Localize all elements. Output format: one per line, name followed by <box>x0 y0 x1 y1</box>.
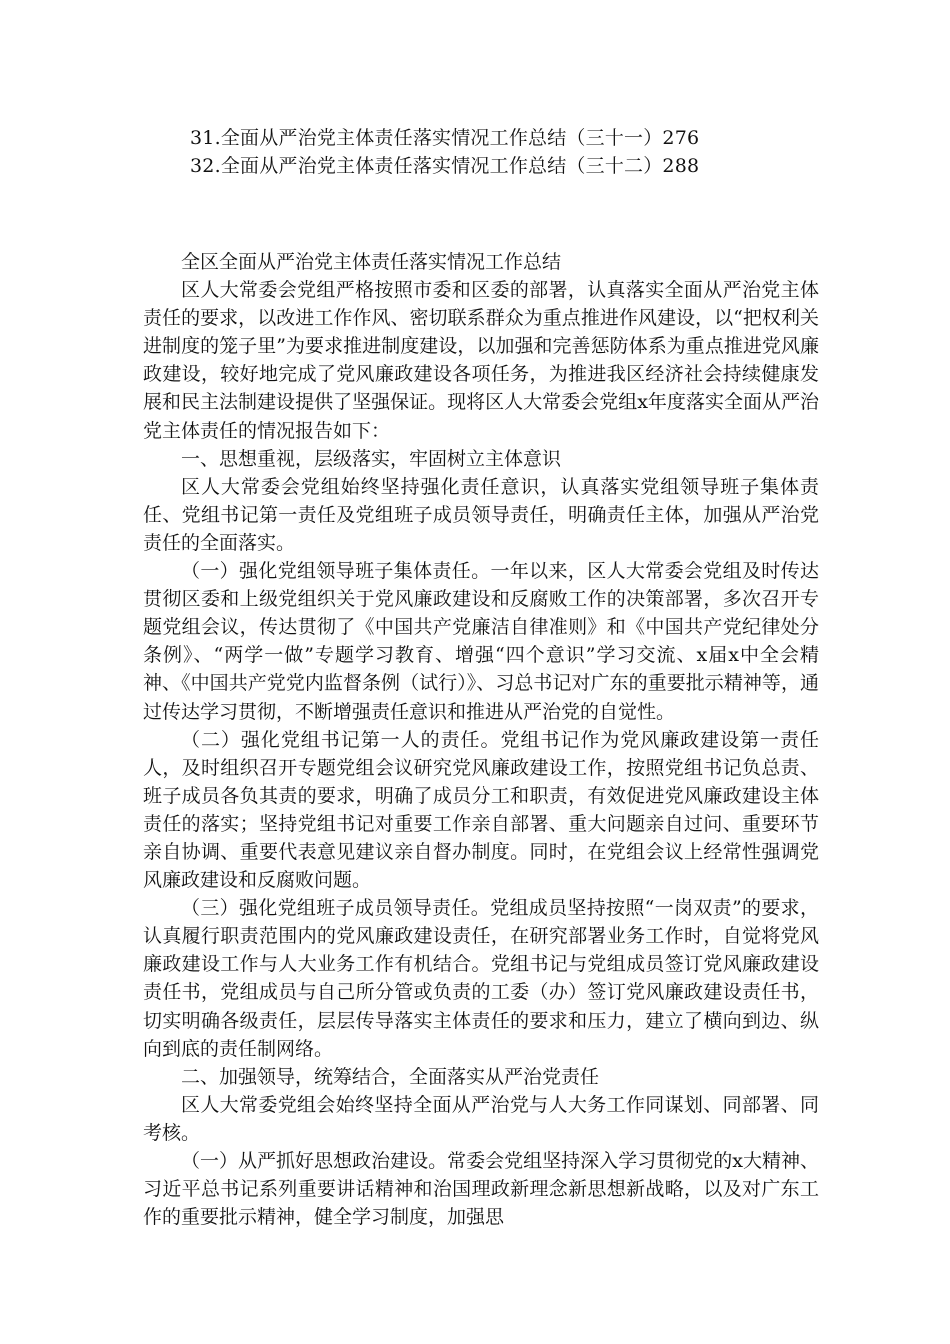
paragraph-subsection-2-1: （一）从严抓好思想政治建设。常委会党组坚持深入学习贯彻党的x大精神、习近平总书记系列重要讲话精神和治国理政新理念新思想新战略，以及对广东工作的重要批示精神，健全学习制度，加强思 <box>143 1150 819 1229</box>
section-heading-1: 一、思想重视，层级落实，牢固树立主体意识 <box>181 447 562 470</box>
paragraph-section-1-intro: 区人大常委会党组始终坚持强化责任意识，认真落实党组领导班子集体责任、党组书记第一责任及党组班子成员领导责任，明确责任主体，加强从严治党责任的全面落实。 <box>143 475 819 554</box>
toc-entry-32[interactable]: 32.全面从严治党主体责任落实情况工作总结（三十二）288 <box>190 155 700 177</box>
document-body <box>143 248 819 1231</box>
paragraph-subsection-1-1: （一）强化党组领导班子集体责任。一年以来，区人大常委会党组及时传达贯彻区委和上级党组织关于党风廉政建设和反腐败工作的决策部署，多次召开专题党组会议，传达贯彻了《中国共产党廉洁自律准则》和《中国共产党纪律处分条例》、“两学一做”专题学习教育、增强“四个意识”学习交流、x届x中全会精神、《中国共产党党内监督条例（试行）》、习总书记对广东的重要批示精神等，通过传达学习贯彻，不断增强责任意识和推进从严治党的自觉性。 <box>143 560 819 723</box>
paragraph-intro: 区人大常委会党组严格按照市委和区委的部署，认真落实全面从严治党主体责任的要求，以改进工作作风、密切联系群众为重点推进作风建设，以“把权利关进制度的笼子里”为要求推进制度建设，以加强和完善惩防体系为重点推进党风廉政建设，较好地完成了党风廉政建设各项任务，为推进我区经济社会持续健康发展和民主法制建设提供了坚强保证。现将区人大常委会党组x年度落实全面从严治党主体责任的情况报告如下： <box>143 279 819 442</box>
paragraph-subsection-1-3: （三）强化党组班子成员领导责任。党组成员坚持按照“一岗双责”的要求，认真履行职责范围内的党风廉政建设责任，在研究部署业务工作时，自觉将党风廉政建设工作与人大业务工作有机结合。党组书记与党组成员签订党风廉政建设责任书，党组成员与自己所分管或负责的工委（办）签订党风廉政建设责任书，切实明确各级责任，层层传导落实主体责任的要求和压力，建立了横向到边、纵向到底的责任制网络。 <box>143 897 819 1060</box>
paragraph-subsection-1-2: （二）强化党组书记第一人的责任。党组书记作为党风廉政建设第一责任人，及时组织召开专题党组会议研究党风廉政建设工作，按照党组书记负总责、班子成员各负其责的要求，明确了成员分工和职责，有效促进党风廉政建设主体责任的落实；坚持党组书记对重要工作亲自部署、重大问题亲自过问、重要环节亲自协调、重要代表意见建议亲自督办制度。同时，在党组会议上经常性强调党风廉政建设和反腐败问题。 <box>143 728 819 892</box>
table-of-contents <box>190 124 830 180</box>
section-heading-2: 二、加强领导，统筹结合，全面落实从严治党责任 <box>181 1065 600 1088</box>
document-title: 全区全面从严治党主体责任落实情况工作总结 <box>181 251 562 273</box>
toc-entry-31[interactable]: 31.全面从严治党主体责任落实情况工作总结（三十一）276 <box>190 127 700 149</box>
paragraph-section-2-intro: 区人大常委党组会始终坚持全面从严治党与人大务工作同谋划、同部署、同考核。 <box>143 1093 819 1144</box>
